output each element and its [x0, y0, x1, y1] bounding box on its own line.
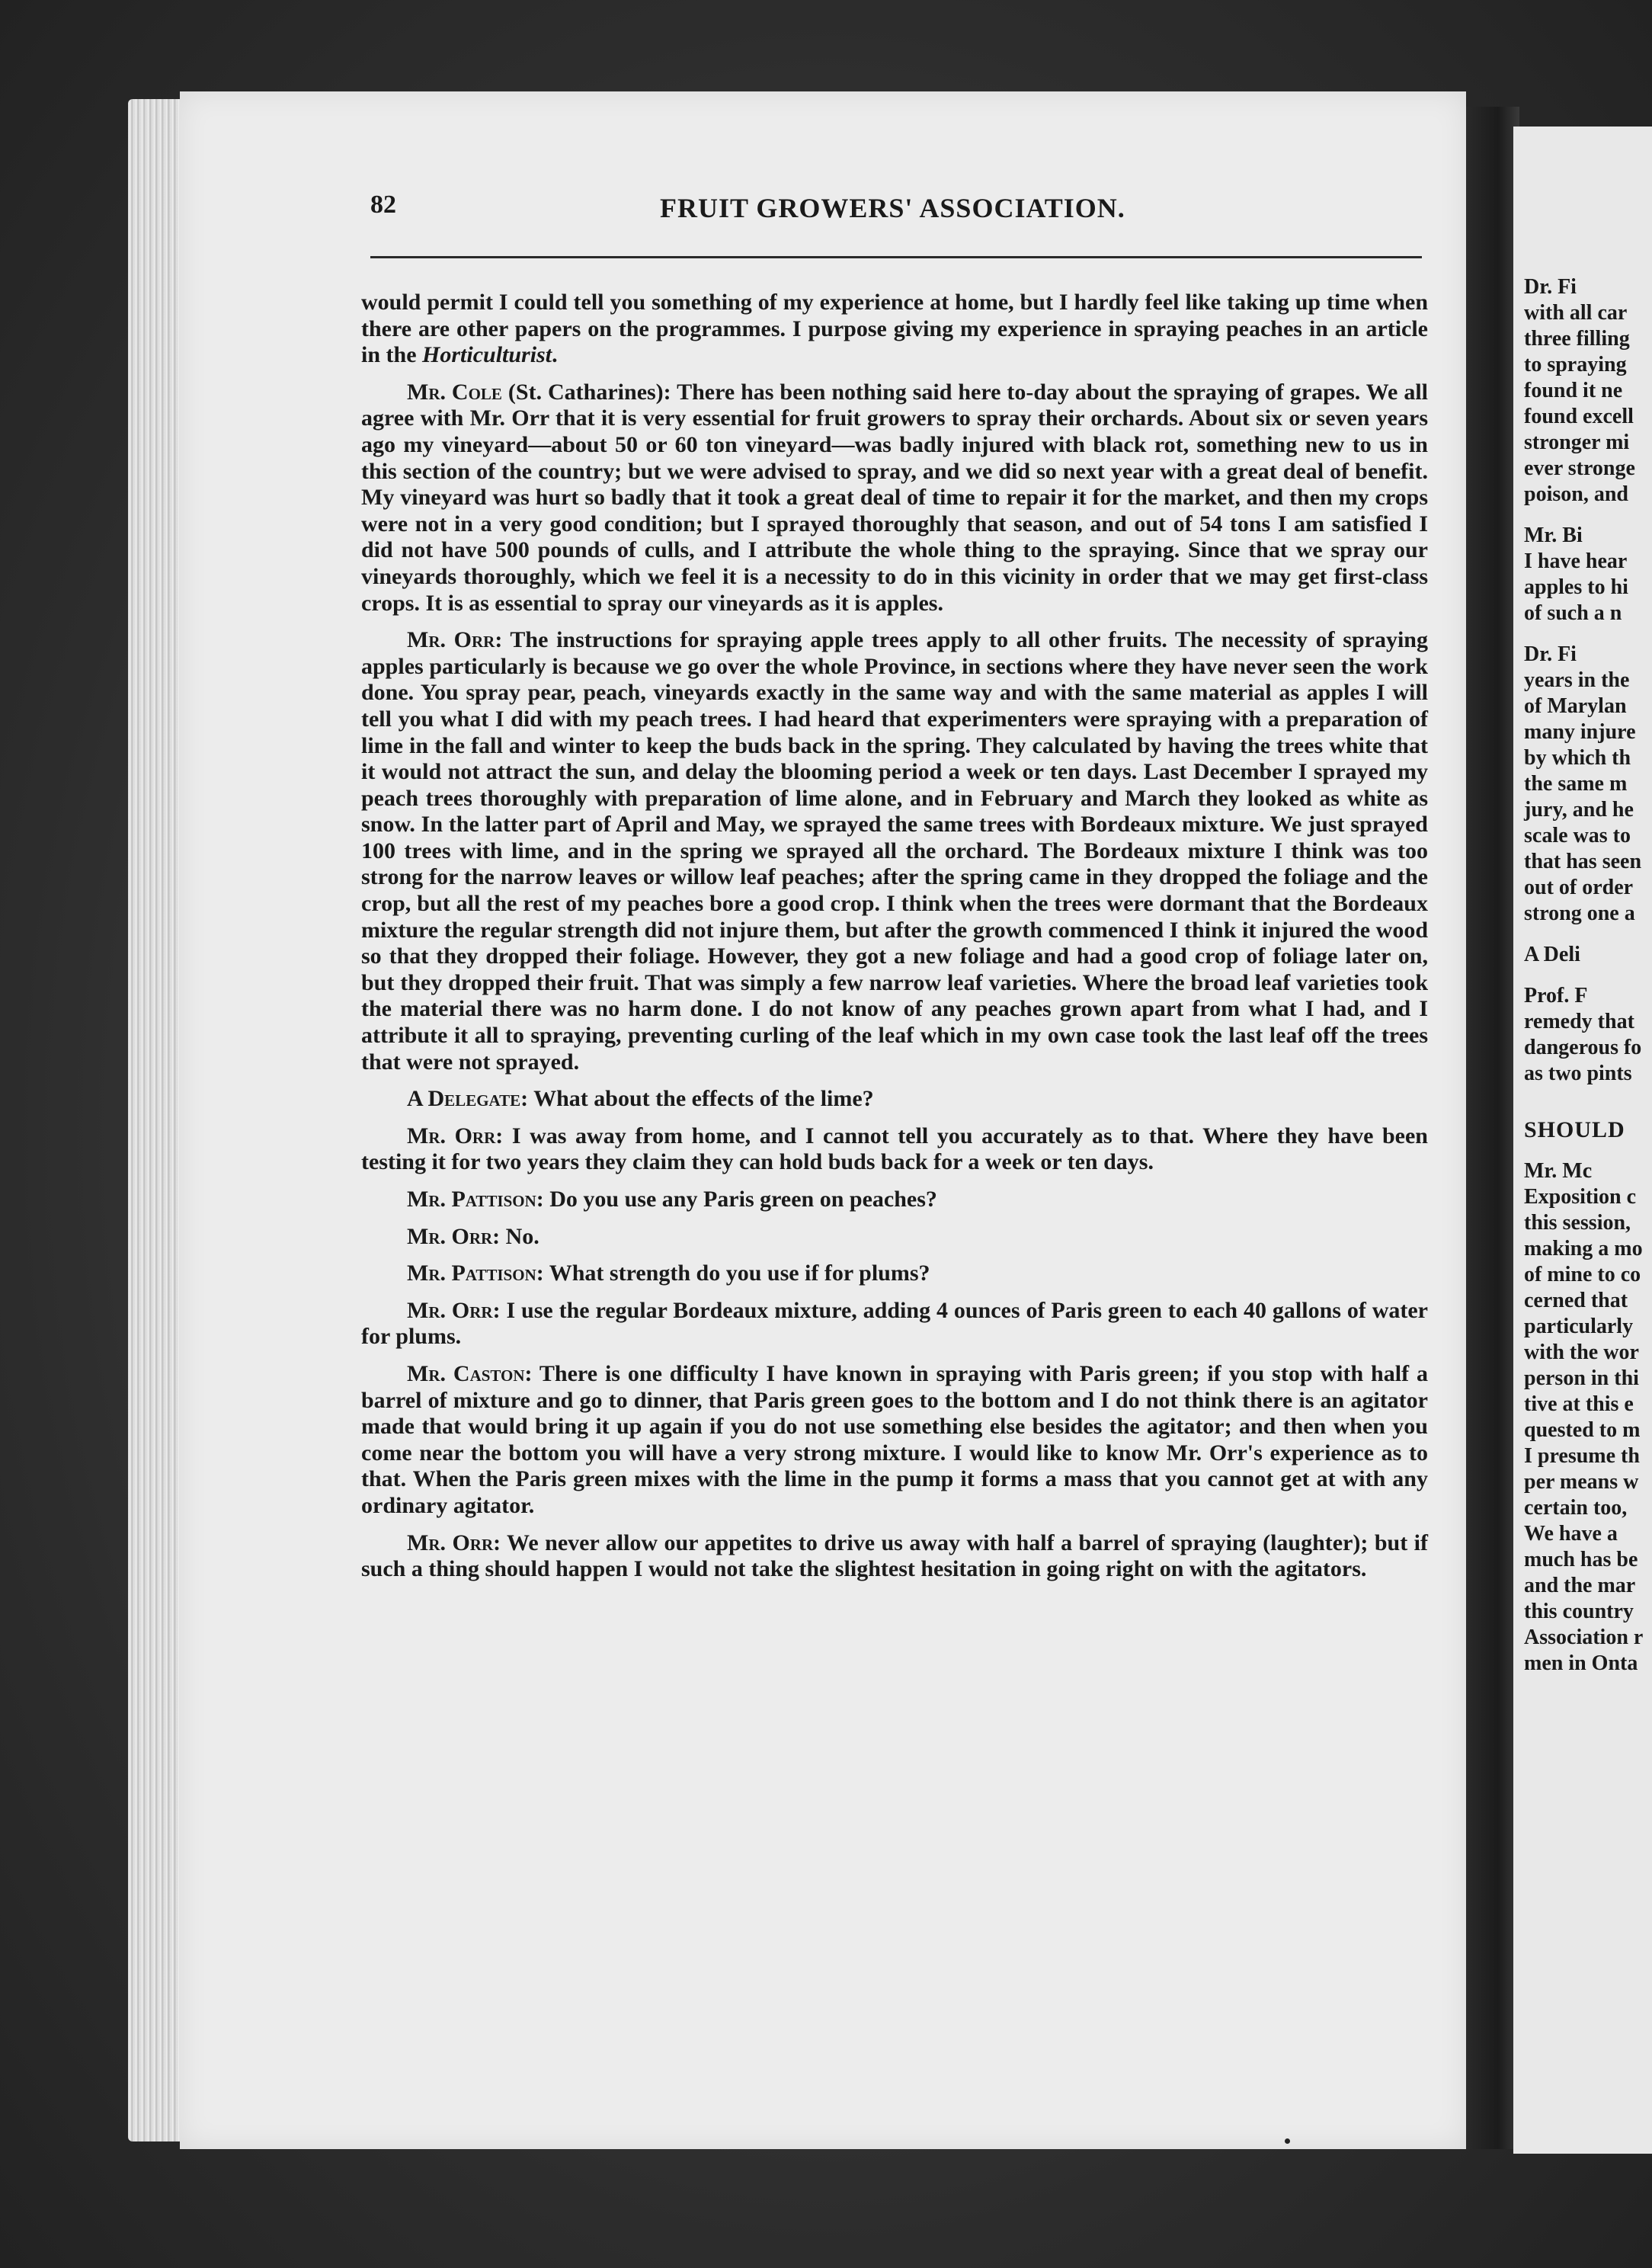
paragraph	[361, 1261, 1428, 1287]
speaker-name: Mr. Orr	[407, 1123, 496, 1148]
speaker-name: Mr. Orr	[407, 627, 495, 653]
spacer	[1524, 1143, 1652, 1158]
right-page-line: SHOULD	[1524, 1117, 1625, 1142]
right-page-line: ever stronge	[1524, 456, 1635, 480]
paragraph	[361, 1123, 1428, 1176]
right-page-line: much has be	[1524, 1548, 1638, 1571]
right-page-line: this country	[1524, 1600, 1634, 1623]
paragraph-text: (St. Catharines): There has been nothing said here to-day about the spraying of grapes. We all agree with Mr. Orr that it is very essential for fruit growers to spray their orchards. About six or seven years ago my vineyard—about 50 or 60 ton vineyard—was badly injured with black rot, something new to us in this section of the country; but we were advised to spray, and we did so next year with a great deal of benefit. My vineyard was hurt so badly that it took a great deal of time to repair it for the market, and then my crops were not in a very good condition; but I sprayed thoroughly that season, and out of 54 tons I am satisfied I did not have 500 pounds of culls, and I attribute the whole thing to the spraying. Since that we spray our vineyards thoroughly, which we feel it is a necessity to do in this vicinity in order that we may get first-class crops. It is as essential to spray our vineyards as it is apples.	[361, 379, 1428, 616]
right-page-line: and the mar	[1524, 1574, 1636, 1597]
right-page-line: Exposition c	[1524, 1185, 1637, 1209]
right-page-line: dangerous fo	[1524, 1036, 1642, 1059]
right-page-line: Dr. Fi	[1524, 642, 1577, 666]
spacer	[1524, 508, 1652, 523]
right-page	[1513, 127, 1652, 2154]
paragraph-text: : No.	[492, 1223, 539, 1249]
book-page-edges	[128, 99, 185, 2141]
paragraph-text: would permit I could tell you something of my experience at home, but I hardly feel like taking up time when there are other papers on the programmes. I purpose giving my experience in spraying peaches in an article in the	[361, 290, 1428, 368]
speaker-name: Mr. Orr	[407, 1223, 493, 1249]
paragraph	[361, 1361, 1428, 1520]
paragraph-text: : We never allow our appetites to drive us away with half a barrel of spraying (laughter); but if such a thing should happen I would not take the slightest hesitation in going right on with the agitators.	[361, 1530, 1428, 1582]
right-page-line: Mr. Mc	[1524, 1159, 1593, 1183]
right-page-line: Mr. Bi	[1524, 524, 1583, 547]
right-page-line: many injure	[1524, 720, 1636, 744]
spacer	[1524, 1087, 1652, 1102]
right-page-line: per means w	[1524, 1470, 1639, 1494]
right-page-line: certain too,	[1524, 1496, 1628, 1520]
right-page-line: found it ne	[1524, 379, 1623, 402]
speck	[1285, 2138, 1290, 2144]
right-page-line: making a mo	[1524, 1237, 1643, 1261]
spacer	[1524, 1102, 1652, 1117]
right-page-line: that has seen	[1524, 850, 1642, 873]
paragraph	[361, 380, 1428, 617]
right-page-line: of mine to co	[1524, 1263, 1641, 1286]
speaker-name: Mr. Pattison	[407, 1261, 536, 1286]
right-page-line: the same m	[1524, 772, 1628, 796]
right-page-line: tive at this e	[1524, 1392, 1634, 1416]
page-header	[370, 191, 1422, 236]
right-page-line: A Deli	[1524, 943, 1580, 966]
right-page-line: strong one a	[1524, 902, 1635, 925]
right-page-line: found excell	[1524, 405, 1634, 428]
right-page-line: with all car	[1524, 301, 1628, 325]
italic-text: Horticulturist	[422, 342, 552, 368]
speaker-name: Mr. Caston	[407, 1360, 525, 1386]
speaker-name: Mr. Pattison	[407, 1187, 536, 1212]
paragraph	[361, 1298, 1428, 1350]
right-page-line: Association r	[1524, 1626, 1644, 1649]
right-page-line: of such a n	[1524, 601, 1622, 625]
paragraph-text: : The instructions for spraying apple trees apply to all other fruits. The necessity of spraying apples particularly is because we go over the whole Province, in sections where they have never seen the work done. You spray pear, peach, vineyards exactly in the same way and with the same material as apples I will tell you what I did with my peach trees. I had heard that experimenters were spraying with a preparation of lime in the fall and winter to keep the buds back in the spring. They calculated by having the trees white that it would not attract the sun, and delay the blooming period a week or ten days. Last December I sprayed my peach trees thoroughly with preparation of lime alone, and in February and March they looked as white as snow. In the latter part of April and May, we sprayed the same trees with Bordeaux mixture. We just sprayed 100 trees with lime, and in the spring we sprayed all the orchard. The Bordeaux mixture I think was too strong for the narrow leaves or willow leaf peaches; after the spring came in they dropped the foliage and the crop, but all the rest of my peaches bore a good crop. I think when the trees were dormant that the Bordeaux mixture the regular strength did not injure them, but after the growth commenced I think it injured the wood so that they dropped their foliage. However, they got a new foliage and had a good crop of foliage later on, but they dropped their fruit. That was simply a few narrow leaf varieties. Where the broad leaf varieties took the material there was no harm done. I do not know of any peaches grown apart from what I had, and I attribute it all to spraying, preventing curling of the leaf which in my own case took the last leaf off the trees that were not sprayed.	[361, 627, 1428, 1075]
right-page-line: to spraying	[1524, 353, 1627, 376]
paragraph-text: : There is one difficulty I have known in spraying with Paris green; if you stop with half a barrel of mixture and go to dinner, that Paris green goes to the bottom and I do not think there is an agitator made that would bring it up again if you do not use something else besides the agitator; and then when you come near the bottom you will have a very strong mixture. I would like to know Mr. Orr's experience as to that. When the Paris green mixes with the lime in the pump it forms a mass that you cannot get at with any ordinary agitator.	[361, 1360, 1428, 1518]
right-page-line: particularly	[1524, 1315, 1634, 1338]
speaker-name: Mr. Orr	[407, 1297, 493, 1323]
paragraph-text: : I was away from home, and I cannot tell you accurately as to that. Where they have been testing it for two years they claim they can hold buds back for a week or ten days.	[361, 1123, 1428, 1175]
running-head: FRUIT GROWERS' ASSOCIATION.	[660, 193, 1125, 223]
speaker-name: A Delegate	[407, 1086, 521, 1112]
right-page-line: I have hear	[1524, 549, 1628, 573]
right-page-line: Dr. Fi	[1524, 275, 1577, 299]
right-page-line: I presume th	[1524, 1444, 1640, 1468]
paragraph	[361, 1187, 1428, 1213]
right-page-line: scale was to	[1524, 824, 1631, 847]
paragraph	[361, 627, 1428, 1075]
paragraph	[361, 1530, 1428, 1583]
right-page-line: as two pints	[1524, 1062, 1632, 1085]
right-page-line: this session,	[1524, 1211, 1631, 1235]
spacer	[1524, 968, 1652, 983]
right-page-line: men in Onta	[1524, 1651, 1638, 1675]
paragraph-text: : I use the regular Bordeaux mixture, adding 4 ounces of Paris green to each 40 gallons of water for plums.	[361, 1297, 1429, 1350]
right-page-line: Prof. F	[1524, 984, 1588, 1007]
right-page-line: We have a	[1524, 1522, 1618, 1546]
right-page-line: with the wor	[1524, 1341, 1639, 1364]
right-page-line: cerned that	[1524, 1289, 1628, 1312]
paragraph	[361, 1086, 1428, 1113]
right-page-line: out of order	[1524, 876, 1634, 899]
page-number: 82	[370, 191, 396, 219]
paragraph	[361, 1224, 1428, 1251]
body-text	[361, 290, 1428, 1594]
right-page-text	[1524, 274, 1652, 1677]
right-page-line: years in the	[1524, 668, 1630, 692]
spacer	[1524, 927, 1652, 942]
speaker-name: Mr. Orr	[407, 1530, 494, 1555]
paragraph-text: : Do you use any Paris green on peaches?	[536, 1187, 937, 1212]
right-page-line: of Marylan	[1524, 694, 1627, 718]
right-page-line: jury, and he	[1524, 798, 1634, 822]
header-rule	[370, 256, 1422, 258]
speaker-name: Mr. Cole	[407, 379, 502, 405]
paragraph-text: .	[552, 342, 558, 368]
right-page-line: by which th	[1524, 746, 1631, 770]
right-page-line: person in thi	[1524, 1366, 1639, 1390]
right-page-line: three filling	[1524, 327, 1630, 351]
right-page-line: stronger mi	[1524, 431, 1630, 454]
paragraph	[361, 290, 1428, 369]
spacer	[1524, 626, 1652, 642]
right-page-line: apples to hi	[1524, 575, 1628, 599]
paragraph-text: : What about the effects of the lime?	[520, 1086, 874, 1112]
right-page-line: quested to m	[1524, 1418, 1641, 1442]
right-page-line: remedy that	[1524, 1010, 1634, 1033]
right-page-line: poison, and	[1524, 482, 1628, 506]
book-gutter	[1466, 107, 1519, 2149]
paragraph-text: : What strength do you use if for plums?	[536, 1261, 930, 1286]
